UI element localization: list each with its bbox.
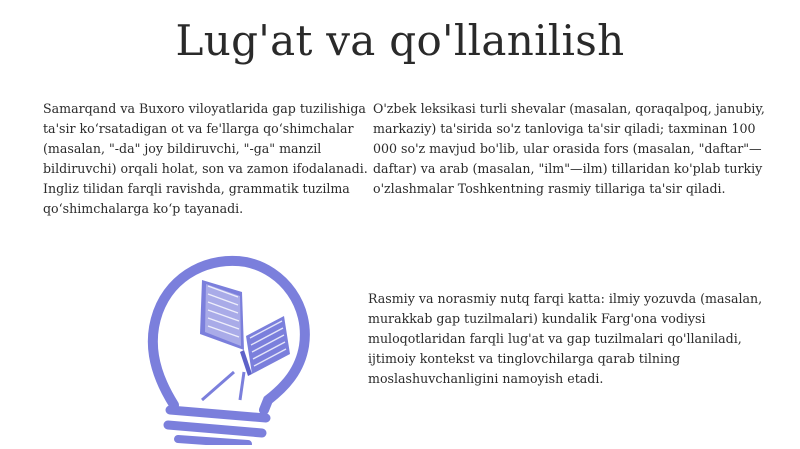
base-ring-3 xyxy=(178,439,248,444)
filament-right xyxy=(240,372,244,400)
base-ring-1 xyxy=(170,410,266,418)
book-icon xyxy=(200,280,290,376)
paragraph-lexicon: O'zbek leksikasi turli shevalar (masalan, qoraqalpoq, janubiy, markaziy) ta'sirida so'z tanloviga ta'sir qiladi; taxminan 100 000 so'z mavjud bo'lib, ular orasida fors (masalan, "daftar"—daftar) va arab (masalan, "ilm"—ilm) tillaridan ko'plab turkiy o'zlashmalar Toshkentning rasmiy tillariga ta'sir qiladi. xyxy=(373,101,765,196)
paragraph-grammar: Samarqand va Buxoro viloyatlarida gap tuzilishiga ta'sir ko‘rsatadigan ot va fe'llarga qo‘shimchalar (masalan, "-da" joy bildiruvchi, "-ga" manzil bildiruvchi) orqali holat, son va zamon ifodalanadi. Ingliz tilidan farqli ravishda, grammatik tuzilma qo‘shimchalarga ko‘p tayanadi. xyxy=(43,101,368,216)
paragraph-register: Rasmiy va norasmiy nutq farqi katta: ilmiy yozuvda (masalan, murakkab gap tuzilmalari) kundalik Farg'ona vodiysi muloqotlaridan farqli lug'at va gap tuzilmalari qo'llaniladi, ijtimoiy kontekst va tinglovchilarga qarab tilning moslashuvchanligini namoyish etadi. xyxy=(368,291,763,386)
slide-title: Lug'at va qo'llanilish xyxy=(175,16,625,65)
lightbulb-with-book-icon xyxy=(144,250,314,445)
base-ring-2 xyxy=(168,425,262,433)
filament-left xyxy=(202,372,234,400)
